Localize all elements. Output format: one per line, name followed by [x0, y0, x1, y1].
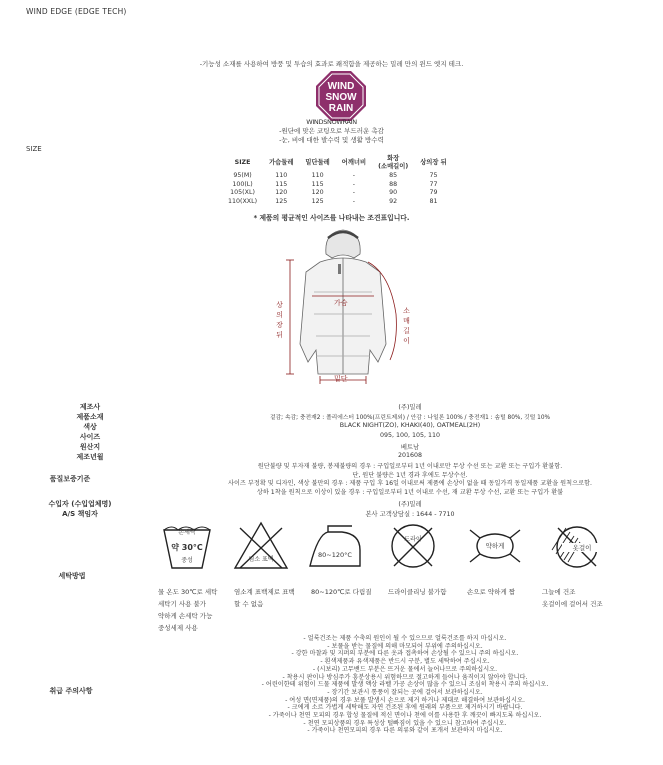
sleeve-char: 이 — [403, 337, 410, 345]
back-length-char: 뒤 — [276, 331, 283, 339]
iron-temp: 80~120°C — [318, 551, 352, 559]
table-cell: 79 — [429, 189, 438, 196]
caution-line: - 착용시 판이나 방심주가 흥분상용시 위험하므로 절고하게 들어나 움직이지 않아야 합니다. — [282, 673, 528, 681]
caution-line: - 가죽이나 천연 모피의 경우 합성 물질에 적신 면이나 천에 이를 사용한 후 깨끗이 빠지도록 하십시오. — [268, 712, 542, 720]
logo-line-1: WIND — [327, 81, 355, 92]
warranty-line: 사이즈 부정확 및 디자인, 색상 불만의 경우 : 제품 구입 후 16일 이내로써 제품에 손상이 없을 때 동일가격 동일제품 교환을 원칙으로함. — [227, 480, 593, 487]
table-cell: 90 — [389, 189, 398, 196]
wash-desc-line: 그늘에 건조 — [542, 588, 576, 596]
table-cell: 81 — [429, 197, 438, 205]
size-col-header: 가슴둘레 — [269, 159, 294, 166]
table-cell: 110 — [275, 172, 288, 179]
logo-description — [0, 127, 663, 145]
warranty-text — [180, 463, 640, 497]
table-cell: 75 — [429, 172, 438, 179]
spec-label-size: 사이즈 — [79, 433, 101, 441]
warranty-label: 품질보증기준 — [49, 475, 91, 483]
wash-desc-line: 약하게 손세탁 가능 — [158, 612, 213, 620]
wash-desc-line: 염소계 표백제로 표백 — [234, 588, 295, 596]
table-cell: 95(M) — [233, 172, 252, 179]
back-length-char: 의 — [276, 311, 283, 319]
wash-desc-hand — [158, 586, 238, 634]
spec-label-origin: 원산지 — [79, 443, 101, 451]
spec-value-size: 095, 100, 105, 110 — [379, 432, 441, 439]
back-length-label — [275, 300, 284, 340]
caution-line: - 크에게 소르 가볍게 세탁해도 자연 건조된 후에 원래의 부품으로 제거하시기 바랍니다. — [287, 704, 523, 712]
logo-line-3: RAIN — [328, 103, 354, 114]
back-length-char: 장 — [276, 321, 283, 329]
caution-line: - 얼룩건조는 제품 수축의 원인이 될 수 있으므로 얼룩건조를 하지 마십시오. — [303, 635, 507, 642]
sleeve-char: 길 — [403, 327, 410, 335]
back-length-char: 상 — [276, 301, 283, 309]
caution-line: - (시보리) 고무밴드 부분은 뜨거운 물에서 늘어나므로 주의하십시오. — [312, 665, 498, 673]
chest-label: 가슴 — [334, 299, 348, 307]
table-cell: 125 — [311, 197, 324, 205]
as-value: 본사 고객상담실 : 1644 - 7710 — [365, 511, 455, 518]
dry-clean-text: 드라이 — [404, 536, 422, 543]
hand-wash-detergent: 중성 — [181, 557, 193, 564]
wind-snow-rain-logo — [315, 70, 367, 122]
caution-text — [170, 635, 640, 735]
table-cell: - — [352, 180, 356, 188]
logo-line-2: SNOW — [325, 92, 357, 103]
table-cell: 120 — [311, 189, 324, 196]
table-row — [222, 181, 453, 190]
jacket-measure-diagram — [268, 224, 418, 392]
size-section-label: SIZE — [26, 145, 42, 153]
caution-line: - 어린이한테 위험이 드물 제품에 발생 액상 라벨 가공 손상이 많을 수 있으니 조심히 착용시 주의 하십시오. — [261, 681, 549, 689]
iron-icon — [306, 520, 364, 572]
spec-label-color: 색상 — [83, 423, 97, 431]
hang-dry-icon — [548, 520, 606, 572]
size-col-header: 어깨너비 — [341, 159, 367, 166]
size-col-header: 밑단둘레 — [305, 159, 330, 166]
sleeve-char: 소 — [403, 307, 410, 315]
sleeve-char: 매 — [403, 317, 410, 325]
wash-desc-line: 옷걸이에 걸어서 건조 — [542, 600, 603, 608]
wash-desc-line: 물 온도 30℃로 세탁 — [158, 588, 218, 596]
caution-label: 취급 주의사항 — [49, 687, 93, 695]
hand-wash-icon — [158, 520, 216, 572]
table-cell: - — [352, 172, 356, 179]
sleeve-length-label — [402, 306, 411, 346]
spec-label-maker: 제조사 — [79, 403, 101, 411]
table-cell: 100(L) — [232, 180, 253, 188]
table-row — [222, 189, 453, 198]
wash-desc-dry — [542, 586, 632, 610]
hem-label: 밑단 — [334, 375, 348, 383]
table-cell: 77 — [429, 180, 438, 188]
spec-value-maker: (주)밀레 — [398, 404, 422, 411]
product-tag-title: WIND EDGE (EDGE TECH) — [26, 7, 127, 16]
caution-line: - 가죽이나 천연모피의 경우 다른 의류와 같이 포개서 보관하지 마십시오. — [307, 727, 503, 735]
table-cell: 125 — [275, 197, 288, 205]
caution-line: - 강한 마찰과 및 지퍼의 부분에 다른 옷과 접촉하여 손상될 수 있으니 주의 하십시오. — [291, 650, 519, 658]
wash-desc-bleach — [234, 586, 314, 610]
size-col-header: 화장 (소매길이) — [378, 155, 409, 170]
table-cell: 92 — [389, 197, 398, 205]
wash-desc-iron — [311, 586, 391, 598]
caution-line: - 보풀을 받는 물질에 의해 마모되어 부위에 주의하십시오. — [327, 642, 483, 650]
intro-text: -기능성 소재를 사용하여 방풍 및 투습의 효과로 쾌적함을 제공하는 밀레 만의 윈드 엣지 테크. — [199, 60, 464, 68]
warranty-line: 상하 1착을 원칙으로 이상이 있을 경우 : 구입일로부터 1년 이내로 수선, 재 교환 무상 수선, 교환 또는 구입가 환불 — [256, 488, 564, 496]
size-col-header: SIZE — [234, 159, 251, 166]
caution-line: - 장기간 보관시 통풍이 잘되는 곳에 걸어서 보관하십시오. — [327, 688, 483, 696]
spec-value-date: 201608 — [397, 452, 423, 459]
warranty-line: 단, 원단 불량은 1년 경과 후에도 무상수선. — [352, 471, 468, 479]
table-cell: 110 — [311, 172, 324, 179]
wash-desc-line: 중성세제 사용 — [158, 624, 198, 632]
table-row — [222, 198, 453, 207]
hang-dry-text: 옷걸이 — [562, 543, 602, 552]
gentle-wring-icon — [466, 520, 524, 572]
importer-label: 수입자 (수입업체명) — [48, 500, 112, 508]
table-cell: 85 — [389, 172, 398, 179]
spec-label-material: 제품소재 — [76, 413, 104, 421]
spec-value-material: 겉감; 속감; 충전재2 : 폴리에스터 100%(프린트제외) / 안감 : 나일론 100% / 충전재1 : 솜털 80%, 깃털 10% — [269, 415, 551, 421]
table-cell: 120 — [275, 189, 288, 196]
size-table — [222, 154, 453, 206]
table-cell: 110(XXL) — [228, 197, 258, 205]
wring-text: 약하게 — [485, 542, 505, 550]
table-row — [222, 172, 453, 181]
importer-value: (주)밀레 — [398, 501, 422, 508]
size-table-header — [222, 154, 453, 172]
wash-desc-line: 할 수 없음 — [234, 600, 264, 608]
spec-value-color: BLACK NIGHT(ZO), KHAKI(40), OATMEAL(2H) — [339, 422, 481, 429]
caution-line: - 천연 모피상품의 경우 특성상 털빠짐이 있을 수 있으니 참고하여 주십시오. — [303, 719, 507, 727]
logo-desc-line: -원단에 맞은 코팅으로 부드러운 촉감 — [279, 127, 384, 135]
no-dry-clean-icon — [384, 520, 442, 572]
wash-desc-line: 80~120℃로 다림질 — [311, 588, 372, 596]
table-cell: 115 — [275, 180, 288, 188]
wash-desc-dry-clean — [388, 586, 468, 598]
size-col-header: 상의장 뒤 — [420, 159, 447, 166]
logo-desc-line: -눈, 비에 대한 발수력 및 생활 방수력 — [279, 136, 384, 144]
size-note: * 제품의 평균적인 사이즈를 나타내는 조견표입니다. — [253, 214, 410, 222]
wash-desc-line: 손으로 약하게 짬 — [467, 588, 516, 596]
caution-line: - 여성 면(면제품)의 경우 보풀 발생시 손으로 제거 하거나 제대로 해결하여 보관하십시오. — [285, 696, 525, 704]
table-cell: - — [352, 189, 356, 196]
wash-desc-wring — [467, 586, 547, 598]
spec-label-date: 제조년월 — [76, 453, 104, 461]
hand-wash-top: 손세탁 — [178, 529, 196, 536]
wash-desc-line: 세탁기 사용 불가 — [158, 600, 207, 608]
hand-wash-temp: 약 30°C — [171, 543, 203, 552]
logo-caption: WINDSNOWRAIN — [306, 118, 357, 126]
as-label: A/S 책임자 — [62, 510, 98, 518]
table-cell: 115 — [311, 180, 324, 188]
caution-line: - 흰색제품과 유색제품은 반드시 구분, 별도 세탁하여 주십시오. — [320, 658, 490, 666]
spec-value-origin: 베트남 — [400, 444, 420, 451]
table-cell: - — [352, 197, 356, 205]
table-cell: 88 — [389, 180, 398, 188]
warranty-line: 원단불량 및 부자재 불량, 봉제불량의 경우 : 구입일로부터 1년 이내로만 무상 수선 또는 교환 또는 구입가 환불함. — [257, 463, 563, 470]
wash-desc-line: 드라이클리닝 불가함 — [388, 588, 447, 596]
washing-label: 세탁방법 — [58, 572, 86, 580]
no-bleach-icon — [232, 520, 290, 572]
table-cell: 105(XL) — [230, 189, 255, 196]
no-bleach-text: 염소 표백 — [248, 556, 274, 563]
